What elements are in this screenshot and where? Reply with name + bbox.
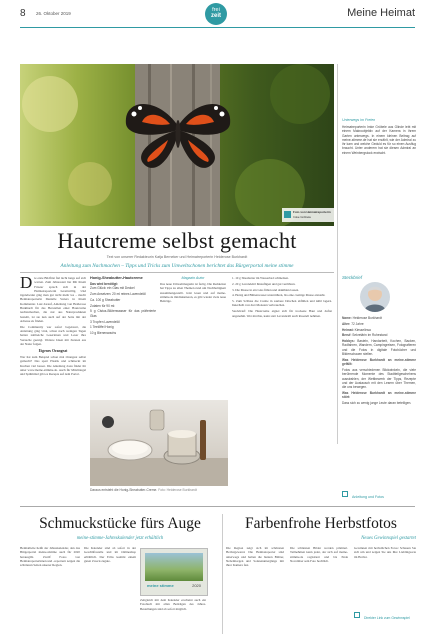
step-item: 2. 20 g Lavendelöl hinzufügen und gut verrühren. bbox=[232, 281, 296, 286]
gewinnspiel-link[interactable] bbox=[354, 606, 416, 624]
recipe-title: Honig-Sheabutter-Hautcreme bbox=[90, 276, 143, 280]
calendar-subtitle: meine-stimme-Jahreskalender jetzt erhältlich bbox=[76, 536, 164, 541]
step-tail: Steckbrief: Die Hautcreme eignet sich für trockene Haut und duftet angenehm. Wer möchte, kann statt Lavendelöl auch Rosenöl nehmen. bbox=[232, 309, 332, 318]
step-item: 4. Honig und Blütenwasser unterrühren, bis eine cremige Masse entsteht. bbox=[232, 293, 326, 298]
dislikes-text: Dass sich zu wenig junge Leute daran beteiligen. bbox=[342, 401, 412, 406]
bottom-divider bbox=[222, 514, 223, 634]
recipe-ingredient: Ca. 100 g Sheabutter bbox=[90, 297, 121, 302]
cream-photo bbox=[90, 400, 228, 486]
section-title: Meine Heimat bbox=[347, 7, 415, 19]
camera-icon bbox=[284, 211, 291, 218]
name-value: Heiderose Burkhardt bbox=[352, 316, 382, 320]
anleitung-link-label: Anleitung und Fotos bbox=[352, 495, 384, 499]
calendar-title: Schmuckstücke fürs Auge bbox=[39, 515, 201, 532]
photo-credit-line1: Foto von Heimatreporterin bbox=[293, 210, 331, 214]
job-value: Sekretärin im Ruhestand bbox=[352, 333, 388, 338]
article-subtitle: Anleitung zum Nachmachen – Tipps und Tricks zum Umweltschonen berichtet das Bürgerportal meine stimme bbox=[60, 263, 294, 269]
calendar-brand: meine stimme bbox=[147, 583, 174, 588]
article-paragraph-3: Wer hat zum Beispiel schon mal Orangeat selbst gemacht? Das spart Plastik und schmeckt im Kuchen viel besser. Die Anleitung dazu findet ihr unter www.meine-stimme.de. Auch für Müsliriegel und Spülmittel gibt es Rezepte auf dem Portal. bbox=[20, 355, 86, 377]
age-value: 72 Jahre bbox=[351, 321, 364, 326]
likes-text: Fotos aus verschiedenen Blickwinkeln, die viele berührende Momente des Stadtteilgeschehens ausstrahlen, der Wettbewerb der Tipps, Rezepte und der Austausch mit den Lesern über Themen, die uns bewegen. bbox=[342, 367, 416, 390]
portrait-illustration bbox=[360, 282, 390, 312]
step-item: 1. 10 g Sheabutter im Wasserbad schmelzen. bbox=[232, 276, 289, 280]
link-box-icon bbox=[342, 491, 348, 497]
header-rule bbox=[20, 27, 415, 28]
cream-photo-caption bbox=[90, 488, 250, 492]
calendar-col-3: Zeitgleich mit dem Kalender erscheint auch ein Fotobuch mit allen Beiträgen des Jahres. Bestellungen sind ab sofort möglich. bbox=[140, 598, 206, 611]
calendar-col-1: Heimatliebe heißt der Jahreskalender, den das Bürgerportal meine-stimme auch für 2020 herausgibt. Zwölf Fotos von Heimatreporterinnen und -reportern zeigen die schönsten Seiten unserer Region. bbox=[20, 546, 80, 568]
recipe-ingredient: 5 g Cistus-Blütenwasser für das präferierte Glas bbox=[90, 309, 156, 318]
calendar-year: 2020 bbox=[192, 583, 201, 588]
job-label: Beruf: bbox=[342, 333, 352, 338]
recipe-ingredient: Zum Glück: ein Glas mit Deckel bbox=[90, 286, 135, 291]
sidebar-text: Heimatreporterin Imke Gröbele aus Glinde lebt mit einem Makroobjektiv auf der Kamera in ihrem Garten unterwegs. In einem kleinen Beitrag auf meine-stimme.de hat sie erzählt, wie der Admiral zu ihr kam und welche Geduld es für so einen Ausflug braucht. Unter anderem hat sie diesen Admiral an einem Weinbergstock erwischt. bbox=[342, 125, 416, 155]
link-box-icon bbox=[354, 612, 360, 618]
herbst-col-2: Die schönsten Bilder werden prämiert. Teilnehmen kann jeder, der sich auf meine-stimme.de registriert und bis Ende November sein Foto hochlädt. bbox=[290, 546, 348, 563]
recipe-ingredient: 10 g Bienenwachs bbox=[90, 331, 117, 336]
home-value: Kiesselinsa bbox=[354, 327, 371, 332]
article-subhead: Eigenes Orangeat bbox=[38, 349, 68, 354]
likes-title: Was Heiderose Burkhardt an meine-stimme gefällt: bbox=[342, 357, 416, 367]
portrait-photo bbox=[360, 282, 390, 312]
herbst-subtitle: Neues Gewinnspiel gestartet bbox=[361, 536, 416, 541]
calendar-col-2: Die Kalender sind ab sofort in der Geschäftsstelle und im Onlineshop erhältlich. Der Erlös kommt einem guten Zweck zugute. bbox=[84, 546, 136, 563]
steckbrief-label: Steckbrief bbox=[342, 275, 363, 280]
dropcap: D bbox=[20, 273, 33, 292]
calendar-photo bbox=[145, 553, 203, 581]
calendar-image bbox=[140, 548, 208, 596]
page-number: 8 bbox=[20, 8, 26, 19]
step-item: 5. Zum Schluss die Creme in saubere Döschen abfüllen und kühl lagern. Innerhalb von drei Monaten verbrauchen. bbox=[232, 299, 332, 308]
title-rule bbox=[20, 272, 334, 273]
steckbrief-details bbox=[342, 316, 416, 407]
name-label: Name: bbox=[342, 316, 352, 320]
caption-credit: Foto: Heiderose Burkhardt bbox=[158, 488, 197, 492]
herbst-col-3: Gewinnen mit herbstlichen Fotos: Schauen Sie sich um und zeigen Sie uns Ihre Lieblingsorte im Herbst. bbox=[354, 546, 416, 559]
hero-photo bbox=[20, 64, 334, 226]
freizeit-logo bbox=[205, 3, 227, 25]
magazine-text: Das neue Umweltmagazin ist fertig. Die Redaktion hat Tipps zu allen Themen rund um Nachhaltigkeit zusammengestellt. Jetzt lesen und auf meine-stimme.de mitdiskutieren, es gibt wieder viele neue Beiträge. bbox=[160, 282, 226, 304]
steckbrief-box bbox=[340, 272, 416, 497]
article-col-1 bbox=[20, 273, 86, 378]
article-credits: Text von unserer Redakteurin Katja Berneker und Heimatreporterin Heiderose Burkhardt bbox=[106, 255, 248, 259]
recipe-ingredient-list bbox=[90, 286, 156, 335]
sidebar-caption: Unterwegs im Freien bbox=[342, 118, 376, 122]
photo-credit-line2: Imke Gröbele bbox=[293, 215, 312, 219]
issue-date: 26. Oktober 2019 bbox=[36, 11, 71, 16]
hobbies-value: Basteln, Handarbeit, Kochen, Backen, Radfahren, Wandern, Campingreisen, Fotografieren und die Fotos in digitale Fotobücher und Bilderschauen stellen. bbox=[342, 339, 416, 357]
logo-bottom-text: zeit bbox=[210, 13, 221, 19]
caption-text: Daraus entsteht die Honig-Sheabutter-Creme. bbox=[90, 488, 158, 492]
recipe-ingredient: Zum Ansetzen: 20 ml reines Lavendelöl bbox=[90, 292, 146, 297]
butterfly-on-post-illustration bbox=[20, 64, 334, 226]
hobbies-label: Hobbys: bbox=[342, 339, 355, 344]
section-rule bbox=[20, 506, 415, 507]
recipe-ingredient: 3 Tropfen Lavendelöl bbox=[90, 319, 120, 324]
dislikes-title: Was Heiderose Burkhardt an meine-stimme stört: bbox=[342, 390, 416, 400]
anleitung-link[interactable] bbox=[342, 485, 416, 503]
gewinnspiel-link-label: Direkter Link zum Gewinnspiel bbox=[364, 616, 410, 620]
step-item: 3. Die Masse in ein Glas füllen und abkühlen lassen. bbox=[232, 287, 300, 292]
magazine-head: Magazin Autor bbox=[181, 276, 205, 280]
age-label: Alter: bbox=[342, 321, 351, 326]
recipe-subtitle: Das wird benötigt: bbox=[90, 282, 118, 286]
article-paragraph-2: Die Community war sofort begeistert, die Anleitung ging viral, schon nach wenigen Tagen hatten zahlreiche Leserinnen und Leser ihre Versuche gezeigt. Weitere Ideen mit Zutaten aus der Natur folgen. bbox=[20, 324, 86, 346]
cream-jars-illustration bbox=[90, 400, 228, 486]
sidebar-divider bbox=[337, 64, 338, 444]
herbst-title: Farbenfrohe Herbstfotos bbox=[245, 515, 397, 532]
recipe-box bbox=[90, 276, 156, 337]
article-col-3 bbox=[160, 276, 226, 303]
logo-top-text: frei bbox=[212, 7, 220, 13]
recipe-ingredient: Zutaten für 90 ml: bbox=[90, 303, 115, 308]
photo-credit-box bbox=[282, 208, 334, 222]
herbst-col-1: Die Region zeigt sich im schönsten Herbstgewand. Die Heimatreporter sind unterwegs und halten die bunten Blätter, Nebelmorgen und Sonnenuntergänge mit ihrer Kamera fest. bbox=[226, 546, 284, 568]
article-title: Hautcreme selbst gemacht bbox=[57, 228, 297, 253]
home-label: Heimat: bbox=[342, 327, 354, 332]
recipe-ingredient: 1 Teelöffel Honig bbox=[90, 325, 114, 330]
article-paragraph-1: Die erste Bildfrist fiel nicht lange auf sich warten. Zum Jahresstart hat Mit ihrem Friseur sprach sich in der Heimatreporterin bereitwillig. Und irgendwann ging man gut nicht mehr los – macht Heimatreporterin Danielle Swiers in ihrem Kommentar. Lust darauf, Anleitung von Heiderose Burkhardt für das Herstellen einer Hautcreme nachzumachen, die nur aus Naturprodukten besteht, ist sie nun auch auf der Seite mit der Adresse zu finden. bbox=[20, 273, 86, 323]
article-col-4 bbox=[232, 276, 332, 319]
